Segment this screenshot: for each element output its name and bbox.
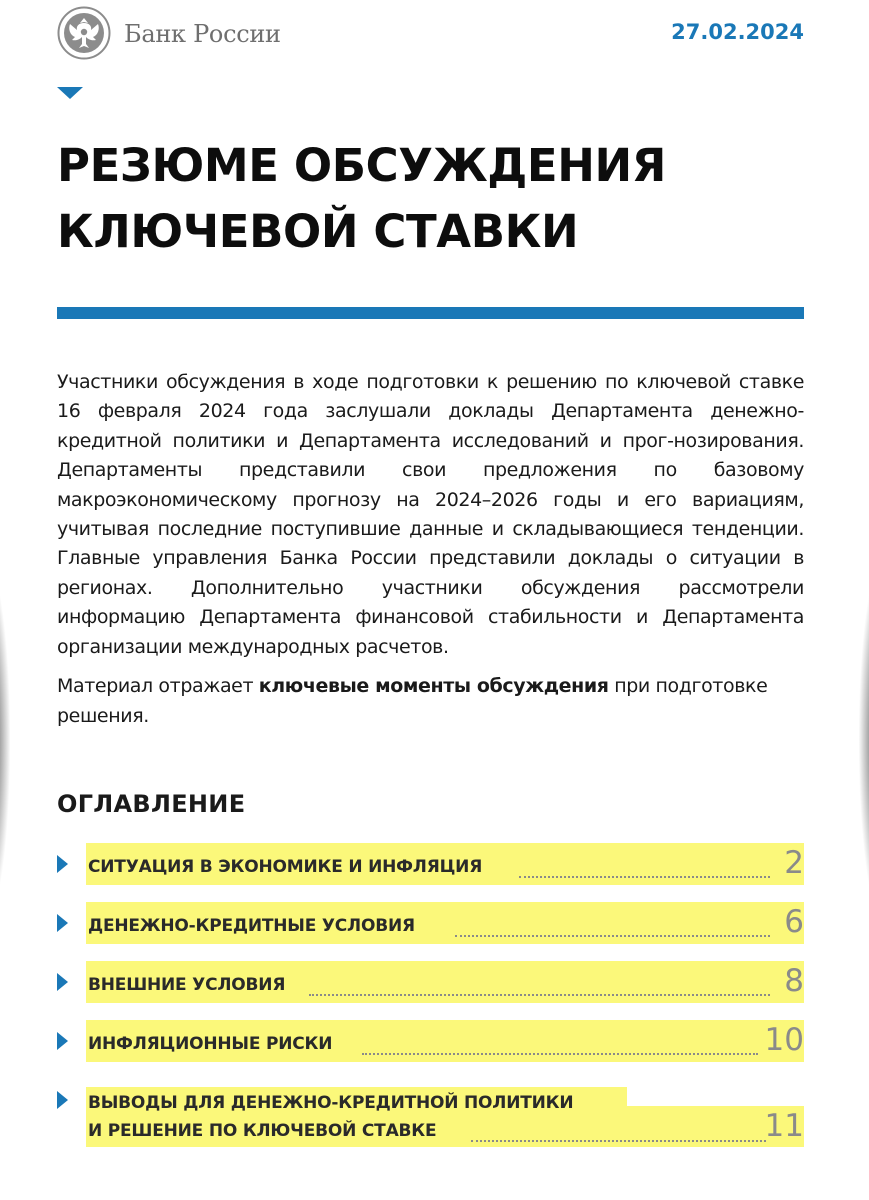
note-prefix: Материал отражает bbox=[57, 675, 259, 697]
bank-name: Банк России bbox=[124, 20, 281, 48]
toc-arrow-icon bbox=[57, 1091, 68, 1109]
note-bold: ключевые моменты обсуждения bbox=[258, 675, 609, 697]
toc-item-page: 8 bbox=[784, 963, 804, 999]
toc-item-label-line2: И РЕШЕНИЕ ПО КЛЮЧЕВОЙ СТАВКЕ bbox=[88, 1121, 437, 1141]
toc-leader-dots bbox=[471, 1140, 766, 1142]
toc-arrow-icon bbox=[57, 973, 68, 991]
toc-item-page: 2 bbox=[784, 845, 804, 881]
title-line-2: КЛЮЧЕВОЙ СТАВКИ bbox=[57, 205, 579, 258]
toc-leader-dots bbox=[362, 1053, 758, 1055]
toc-item[interactable] bbox=[57, 1087, 804, 1147]
toc-item-label: ВНЕШНИЕ УСЛОВИЯ bbox=[88, 975, 286, 995]
toc-item-label: ИНФЛЯЦИОННЫЕ РИСКИ bbox=[88, 1034, 333, 1054]
title-divider bbox=[57, 307, 804, 319]
toc-item-page: 10 bbox=[764, 1022, 804, 1058]
note-paragraph bbox=[57, 671, 804, 731]
page-edge-shadow-right bbox=[859, 560, 869, 920]
title-line-1: РЕЗЮМЕ ОБСУЖДЕНИЯ bbox=[57, 139, 667, 192]
toc-item-label: ВЫВОДЫ ДЛЯ ДЕНЕЖНО-КРЕДИТНОЙ ПОЛИТИКИ bbox=[88, 1093, 574, 1113]
page-edge-shadow-left bbox=[0, 560, 10, 920]
toc-item[interactable] bbox=[57, 961, 804, 1003]
toc-arrow-icon bbox=[57, 855, 68, 873]
toc-leader-dots bbox=[519, 876, 770, 878]
toc-arrow-icon bbox=[57, 914, 68, 932]
intro-paragraph: Участники обсуждения в ходе подготовки к решению по ключевой ставке 16 февраля 2024 года заслушали доклады Департамента денежно-кредитной политики и Департамента исследований и прог-нозирования. Департаменты представили свои предложения по базовому макроэкономическому прогнозу на 2024–2026 годы и его вариациям, учитывая последние поступившие данные и складывающиеся тенденции. Главные управления Банка России представили доклады о ситуации в регионах. Дополнительно участники обсуждения рассмотрели информацию Департамента финансовой стабильности и Департамента организации международных расчетов. bbox=[57, 371, 804, 658]
toc-leader-dots bbox=[455, 935, 770, 937]
toc-item[interactable] bbox=[57, 1020, 804, 1062]
toc-item[interactable] bbox=[57, 843, 804, 885]
toc-heading: ОГЛАВЛЕНИЕ bbox=[57, 790, 246, 818]
toc-item-label: СИТУАЦИЯ В ЭКОНОМИКЕ И ИНФЛЯЦИЯ bbox=[88, 857, 483, 877]
toc-item-page: 11 bbox=[764, 1108, 804, 1144]
document-title bbox=[57, 133, 666, 265]
toc-arrow-icon bbox=[57, 1032, 68, 1050]
toc-item[interactable] bbox=[57, 902, 804, 944]
toc-item-page: 6 bbox=[784, 904, 804, 940]
bank-of-russia-eagle-icon bbox=[57, 6, 111, 60]
toc-item-label: ДЕНЕЖНО-КРЕДИТНЫЕ УСЛОВИЯ bbox=[88, 916, 415, 936]
note-suffix: при подготовке решения. bbox=[57, 675, 768, 727]
header bbox=[57, 6, 804, 58]
section-marker-triangle bbox=[57, 87, 83, 99]
toc-leader-dots bbox=[309, 994, 770, 996]
document-date: 27.02.2024 bbox=[671, 20, 804, 44]
